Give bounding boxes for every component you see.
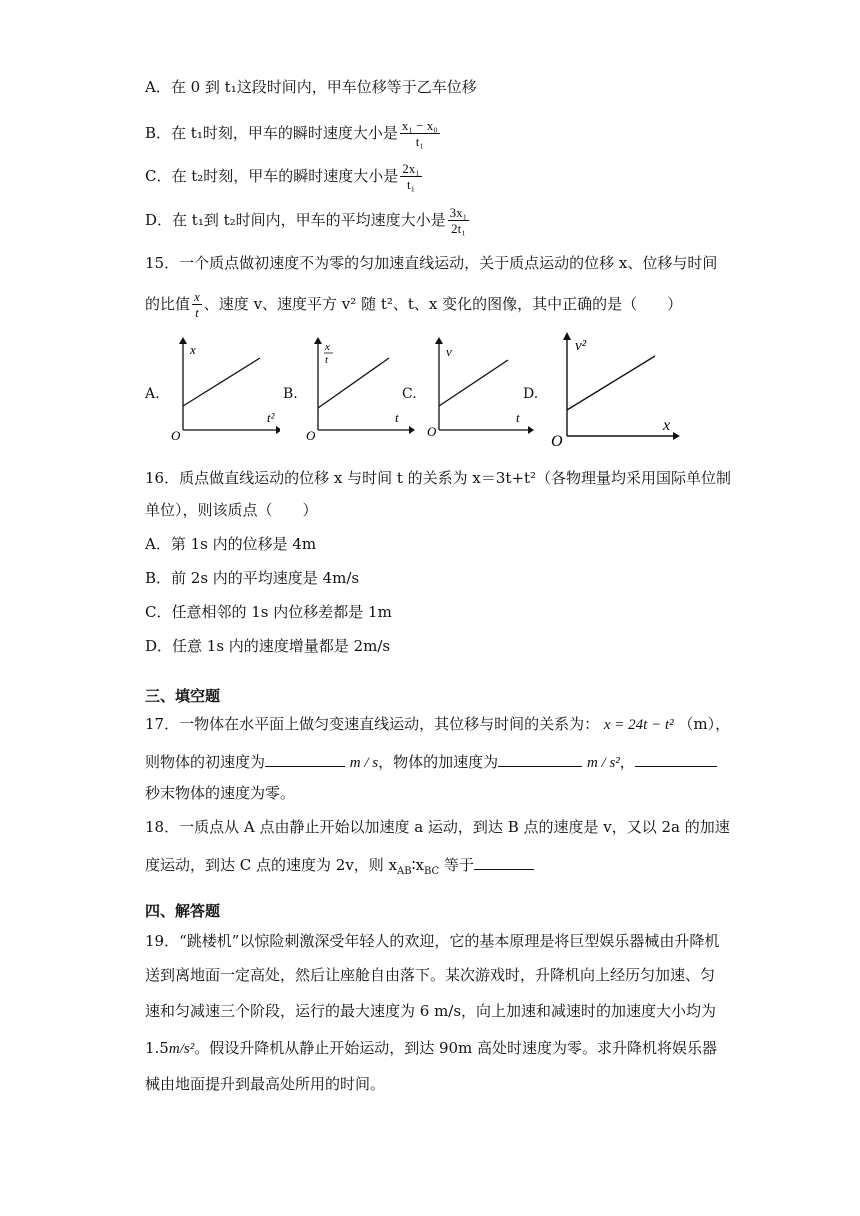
q18-stem-line-2	[145, 855, 534, 877]
q14-option-d-fraction	[448, 206, 470, 235]
q17-stem-line-3: 秒末物体的速度为零。	[145, 784, 296, 802]
q15-graph-a	[168, 336, 280, 442]
q19-acceleration-value: 1.5	[145, 1039, 169, 1057]
q19-stem-line-3: 速和匀减速三个阶段，运行的最大速度为 6 m/s，向上加速和减速时的加速度大小均为	[145, 1002, 717, 1020]
fraction-numerator: x	[194, 289, 200, 304]
q14-option-c	[145, 162, 424, 191]
q17-formula: x = 24t − t²	[603, 717, 674, 733]
q14-option-d-text: D．在 t₁到 t₂时间内，甲车的平均速度大小是	[145, 211, 446, 229]
q16-option-b: B．前 2s 内的平均速度是 4m/s	[145, 569, 360, 587]
q15-stem-line-1: 15．一个质点做初速度不为零的匀加速直线运动，关于质点运动的位移 x、位移与时间	[145, 254, 718, 272]
q14-option-b-text: B．在 t₁时刻，甲车的瞬时速度大小是	[145, 124, 398, 142]
q14-option-c-text: C．在 t₂时刻，甲车的瞬时速度大小是	[145, 167, 399, 185]
q15-graph-b	[303, 336, 415, 442]
graph-a-line	[183, 358, 260, 406]
fraction-numerator: 3x₁	[449, 205, 468, 220]
q16-option-c: C．任意相邻的 1s 内位移差都是 1m	[145, 603, 392, 621]
q19-stem-line-1: 19．“跳楼机”以惊险刺激深受年轻人的欢迎，它的基本原理是将巨型娱乐器械由升降机	[145, 932, 720, 950]
q18-stem-line-1: 18．一质点从 A 点由静止开始以加速度 a 运动，到达 B 点的速度是 v，又以 2a 的加速	[145, 818, 730, 836]
q17-stem-line-2	[145, 752, 717, 771]
graph-c-y-label: v	[446, 344, 452, 359]
fraction-denominator: 2t₁	[451, 221, 466, 236]
q15-graph-c	[424, 336, 534, 442]
q16-stem-line-2: 单位），则该质点（ ）	[145, 501, 318, 519]
q15-option-c-label: C.	[402, 386, 417, 402]
q17-unit-velocity: m / s	[349, 755, 379, 771]
q14-option-c-fraction	[400, 162, 422, 191]
q19-stem-line-5: 械由地面提升到最高处所用的时间。	[145, 1075, 386, 1093]
q15-stem-text: 的比值	[145, 295, 191, 313]
graph-c-origin: O	[427, 424, 437, 439]
q15-graph-d	[549, 330, 681, 450]
graph-b-y-label-num: x	[325, 341, 330, 353]
answer-blank-ratio[interactable]	[474, 855, 534, 870]
q14-option-d	[145, 206, 471, 235]
graph-a-x-label: t²	[267, 410, 275, 425]
graph-a-origin: O	[171, 428, 181, 442]
answer-blank-acceleration[interactable]	[498, 752, 582, 767]
graph-d-x-label: x	[663, 417, 671, 434]
section-heading-fill-in: 三、填空题	[145, 687, 221, 705]
q17-text-initial-velocity: 则物体的初速度为	[145, 753, 266, 771]
graph-b-origin: O	[306, 428, 316, 442]
fraction-denominator: t₁	[406, 177, 416, 192]
q18-subscript-bc: BC	[423, 866, 440, 877]
graph-b-line	[318, 358, 389, 408]
graph-d-origin: O	[551, 433, 563, 450]
q18-colon: ∶x	[411, 856, 424, 874]
q16-option-a: A．第 1s 内的位移是 4m	[145, 535, 317, 553]
graph-d-y-label: v²	[575, 338, 587, 354]
q19-stem-line-4	[145, 1041, 717, 1057]
q15-option-d-label: D.	[523, 386, 539, 402]
graph-c-line	[439, 360, 508, 406]
q15-stem-fraction	[192, 290, 202, 319]
graph-d-line	[567, 356, 655, 410]
q17-unit-acceleration: m / s²	[586, 755, 620, 771]
q18-text: 度运动，到达 C 点的速度为 2v，则 x	[145, 856, 398, 874]
q14-option-b-fraction	[400, 119, 440, 148]
fraction-denominator: t	[195, 305, 199, 320]
q15-option-a-label: A.	[145, 386, 160, 402]
q19-stem-line-2: 送到离地面一定高处，然后让座舱自由落下。某次游戏时，升降机向上经历匀加速、匀	[145, 966, 716, 984]
graph-c-x-label: t	[516, 410, 520, 425]
q18-text-suffix: 等于	[439, 856, 474, 874]
graph-b-x-label: t	[395, 410, 399, 425]
section-heading-answer: 四、解答题	[145, 902, 221, 920]
q17-text-comma: ，	[619, 753, 635, 771]
q18-subscript-ab: AB	[397, 866, 412, 877]
graph-a-y-label: x	[190, 342, 196, 357]
fraction-numerator: x₁ − x₀	[401, 118, 438, 133]
q16-stem-line-1: 16．质点做直线运动的位移 x 与时间 t 的关系为 x＝3t+t²（各物理量均采用国际单位制	[145, 469, 732, 487]
q15-stem-text-suffix: 、速度 v、速度平方 v² 随 t²、t、x 变化的图像，其中正确的是（ ）	[203, 295, 683, 313]
q15-stem-line-2	[145, 290, 682, 319]
q17-text-acceleration: ，物体的加速度为	[378, 753, 499, 771]
graph-b-y-label-den: t	[325, 354, 329, 366]
q16-option-d: D．任意 1s 内的速度增量都是 2m/s	[145, 637, 391, 655]
q17-text: 17．一物体在水平面上做匀变速直线运动，其位移与时间的关系为：	[145, 715, 600, 733]
answer-blank-initial-velocity[interactable]	[265, 752, 345, 767]
q17-stem-line-1	[145, 717, 730, 733]
q14-option-a: A．在 0 到 t₁这段时间内，甲车位移等于乙车位移	[145, 78, 477, 96]
q19-acceleration-unit: m/s²	[168, 1041, 195, 1057]
answer-blank-time[interactable]	[635, 752, 717, 767]
q15-option-b-label: B.	[283, 386, 298, 402]
fraction-denominator: t₁	[415, 134, 424, 149]
fraction-numerator: 2x₁	[402, 161, 420, 176]
q17-text-suffix: （m），	[678, 715, 731, 733]
q14-option-b	[145, 119, 442, 148]
q19-text: 。假设升降机从静止开始运动，到达 90m 高处时速度为零。求升降机将娱乐器	[194, 1039, 718, 1057]
